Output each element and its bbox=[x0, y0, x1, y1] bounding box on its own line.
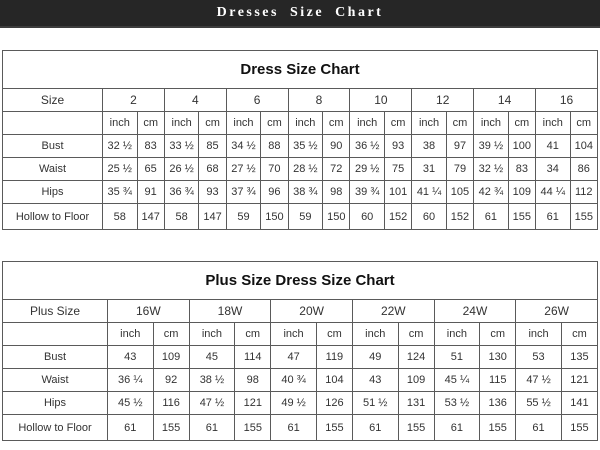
inch-value-cell: 36 ½ bbox=[350, 135, 385, 158]
cm-value-cell: 104 bbox=[570, 135, 597, 158]
measurement-label: Hips bbox=[3, 392, 108, 415]
measurement-row bbox=[3, 158, 598, 181]
cm-value-cell: 124 bbox=[398, 346, 434, 369]
cm-value-cell: 98 bbox=[323, 181, 350, 204]
cm-value-cell: 112 bbox=[570, 181, 597, 204]
inch-value-cell: 33 ½ bbox=[164, 135, 199, 158]
size-header-cell: 12 bbox=[412, 89, 474, 112]
cm-value-cell: 90 bbox=[323, 135, 350, 158]
cm-value-cell: 68 bbox=[199, 158, 226, 181]
inch-unit-header: inch bbox=[103, 112, 138, 135]
inch-value-cell: 47 bbox=[271, 346, 317, 369]
size-header-cell: 18W bbox=[189, 300, 271, 323]
cm-value-cell: 70 bbox=[261, 158, 288, 181]
cm-value-cell: 152 bbox=[384, 204, 411, 230]
measurement-row bbox=[3, 181, 598, 204]
size-header-cell: 26W bbox=[516, 300, 598, 323]
inch-value-cell: 53 ½ bbox=[434, 392, 480, 415]
cm-value-cell: 130 bbox=[480, 346, 516, 369]
cm-value-cell: 83 bbox=[508, 158, 535, 181]
inch-unit-header: inch bbox=[536, 112, 571, 135]
inch-unit-header: inch bbox=[189, 323, 235, 346]
measurement-label: Hollow to Floor bbox=[3, 415, 108, 441]
cm-value-cell: 155 bbox=[235, 415, 271, 441]
inch-unit-header: inch bbox=[288, 112, 323, 135]
inch-value-cell: 49 bbox=[352, 346, 398, 369]
inch-unit-header: inch bbox=[226, 112, 261, 135]
plus-size-chart-section bbox=[0, 230, 600, 441]
inch-value-cell: 38 bbox=[412, 135, 447, 158]
cm-value-cell: 119 bbox=[316, 346, 352, 369]
inch-value-cell: 32 ½ bbox=[474, 158, 509, 181]
cm-value-cell: 136 bbox=[480, 392, 516, 415]
cm-unit-header: cm bbox=[153, 323, 189, 346]
cm-value-cell: 93 bbox=[199, 181, 226, 204]
inch-value-cell: 25 ½ bbox=[103, 158, 138, 181]
cm-unit-header: cm bbox=[323, 112, 350, 135]
cm-value-cell: 155 bbox=[570, 204, 597, 230]
inch-unit-header: inch bbox=[352, 323, 398, 346]
cm-unit-header: cm bbox=[137, 112, 164, 135]
inch-value-cell: 26 ½ bbox=[164, 158, 199, 181]
cm-value-cell: 135 bbox=[561, 346, 597, 369]
inch-value-cell: 34 ½ bbox=[226, 135, 261, 158]
cm-value-cell: 75 bbox=[384, 158, 411, 181]
inch-value-cell: 59 bbox=[226, 204, 261, 230]
inch-unit-header: inch bbox=[516, 323, 562, 346]
measurement-label: Waist bbox=[3, 369, 108, 392]
inch-value-cell: 44 ¼ bbox=[536, 181, 571, 204]
inch-value-cell: 51 bbox=[434, 346, 480, 369]
size-corner-label: Plus Size bbox=[3, 300, 108, 323]
cm-value-cell: 96 bbox=[261, 181, 288, 204]
unit-corner-cell bbox=[3, 112, 103, 135]
cm-value-cell: 155 bbox=[561, 415, 597, 441]
cm-value-cell: 93 bbox=[384, 135, 411, 158]
cm-unit-header: cm bbox=[508, 112, 535, 135]
cm-unit-header: cm bbox=[570, 112, 597, 135]
size-header-cell: 2 bbox=[103, 89, 165, 112]
cm-value-cell: 88 bbox=[261, 135, 288, 158]
unit-corner-cell bbox=[3, 323, 108, 346]
cm-value-cell: 104 bbox=[316, 369, 352, 392]
inch-value-cell: 35 ½ bbox=[288, 135, 323, 158]
inch-value-cell: 58 bbox=[164, 204, 199, 230]
page-header-bar bbox=[0, 0, 600, 28]
measurement-row bbox=[3, 415, 598, 441]
inch-value-cell: 45 ¼ bbox=[434, 369, 480, 392]
cm-value-cell: 131 bbox=[398, 392, 434, 415]
cm-value-cell: 155 bbox=[316, 415, 352, 441]
inch-value-cell: 36 ¼ bbox=[108, 369, 154, 392]
measurement-row bbox=[3, 346, 598, 369]
cm-value-cell: 109 bbox=[508, 181, 535, 204]
size-header-cell: 6 bbox=[226, 89, 288, 112]
inch-value-cell: 27 ½ bbox=[226, 158, 261, 181]
inch-value-cell: 51 ½ bbox=[352, 392, 398, 415]
size-header-cell: 8 bbox=[288, 89, 350, 112]
inch-unit-header: inch bbox=[271, 323, 317, 346]
cm-value-cell: 79 bbox=[446, 158, 473, 181]
plus-size-dress-size-chart-table bbox=[2, 261, 598, 441]
measurement-row bbox=[3, 369, 598, 392]
cm-value-cell: 109 bbox=[398, 369, 434, 392]
inch-value-cell: 45 bbox=[189, 346, 235, 369]
size-header-cell: 24W bbox=[434, 300, 516, 323]
inch-value-cell: 32 ½ bbox=[103, 135, 138, 158]
inch-value-cell: 28 ½ bbox=[288, 158, 323, 181]
inch-value-cell: 60 bbox=[412, 204, 447, 230]
inch-value-cell: 31 bbox=[412, 158, 447, 181]
inch-value-cell: 61 bbox=[516, 415, 562, 441]
cm-value-cell: 152 bbox=[446, 204, 473, 230]
cm-value-cell: 86 bbox=[570, 158, 597, 181]
cm-value-cell: 116 bbox=[153, 392, 189, 415]
inch-value-cell: 38 ½ bbox=[189, 369, 235, 392]
measurement-label: Waist bbox=[3, 158, 103, 181]
cm-unit-header: cm bbox=[398, 323, 434, 346]
size-header-cell: 22W bbox=[352, 300, 434, 323]
inch-unit-header: inch bbox=[164, 112, 199, 135]
inch-value-cell: 61 bbox=[536, 204, 571, 230]
inch-value-cell: 37 ¾ bbox=[226, 181, 261, 204]
cm-unit-header: cm bbox=[235, 323, 271, 346]
cm-value-cell: 65 bbox=[137, 158, 164, 181]
inch-unit-header: inch bbox=[434, 323, 480, 346]
cm-value-cell: 155 bbox=[480, 415, 516, 441]
cm-value-cell: 121 bbox=[561, 369, 597, 392]
standard-size-chart-section bbox=[0, 28, 600, 230]
measurement-row bbox=[3, 135, 598, 158]
size-corner-label: Size bbox=[3, 89, 103, 112]
size-header-cell: 16 bbox=[536, 89, 598, 112]
inch-value-cell: 39 ½ bbox=[474, 135, 509, 158]
inch-value-cell: 43 bbox=[108, 346, 154, 369]
inch-value-cell: 29 ½ bbox=[350, 158, 385, 181]
cm-value-cell: 92 bbox=[153, 369, 189, 392]
inch-value-cell: 42 ¾ bbox=[474, 181, 509, 204]
inch-value-cell: 59 bbox=[288, 204, 323, 230]
cm-value-cell: 98 bbox=[235, 369, 271, 392]
inch-value-cell: 58 bbox=[103, 204, 138, 230]
cm-value-cell: 72 bbox=[323, 158, 350, 181]
inch-value-cell: 61 bbox=[108, 415, 154, 441]
cm-unit-header: cm bbox=[446, 112, 473, 135]
inch-value-cell: 40 ¾ bbox=[271, 369, 317, 392]
cm-value-cell: 85 bbox=[199, 135, 226, 158]
cm-unit-header: cm bbox=[480, 323, 516, 346]
inch-value-cell: 45 ½ bbox=[108, 392, 154, 415]
inch-value-cell: 47 ½ bbox=[189, 392, 235, 415]
cm-unit-header: cm bbox=[316, 323, 352, 346]
cm-value-cell: 101 bbox=[384, 181, 411, 204]
cm-value-cell: 100 bbox=[508, 135, 535, 158]
cm-unit-header: cm bbox=[384, 112, 411, 135]
measurement-label: Hips bbox=[3, 181, 103, 204]
cm-value-cell: 105 bbox=[446, 181, 473, 204]
cm-unit-header: cm bbox=[261, 112, 288, 135]
dress-size-chart-table bbox=[2, 50, 598, 230]
size-header-cell: 14 bbox=[474, 89, 536, 112]
cm-value-cell: 126 bbox=[316, 392, 352, 415]
inch-value-cell: 47 ½ bbox=[516, 369, 562, 392]
cm-value-cell: 109 bbox=[153, 346, 189, 369]
inch-unit-header: inch bbox=[412, 112, 447, 135]
cm-value-cell: 150 bbox=[323, 204, 350, 230]
size-header-cell: 20W bbox=[271, 300, 353, 323]
cm-value-cell: 91 bbox=[137, 181, 164, 204]
inch-value-cell: 61 bbox=[434, 415, 480, 441]
cm-value-cell: 83 bbox=[137, 135, 164, 158]
inch-unit-header: inch bbox=[474, 112, 509, 135]
size-header-cell: 10 bbox=[350, 89, 412, 112]
inch-value-cell: 49 ½ bbox=[271, 392, 317, 415]
cm-value-cell: 147 bbox=[199, 204, 226, 230]
inch-value-cell: 35 ¾ bbox=[103, 181, 138, 204]
inch-value-cell: 53 bbox=[516, 346, 562, 369]
inch-value-cell: 41 ¼ bbox=[412, 181, 447, 204]
inch-value-cell: 61 bbox=[474, 204, 509, 230]
inch-value-cell: 38 ¾ bbox=[288, 181, 323, 204]
size-header-cell: 16W bbox=[108, 300, 190, 323]
cm-value-cell: 121 bbox=[235, 392, 271, 415]
inch-value-cell: 55 ½ bbox=[516, 392, 562, 415]
table-title: Plus Size Dress Size Chart bbox=[3, 262, 598, 300]
cm-value-cell: 115 bbox=[480, 369, 516, 392]
measurement-label: Bust bbox=[3, 346, 108, 369]
measurement-row bbox=[3, 392, 598, 415]
cm-value-cell: 155 bbox=[398, 415, 434, 441]
page-title: Dresses Size Chart bbox=[216, 5, 384, 20]
inch-value-cell: 41 bbox=[536, 135, 571, 158]
inch-value-cell: 61 bbox=[271, 415, 317, 441]
inch-value-cell: 60 bbox=[350, 204, 385, 230]
cm-value-cell: 155 bbox=[508, 204, 535, 230]
cm-value-cell: 150 bbox=[261, 204, 288, 230]
inch-value-cell: 43 bbox=[352, 369, 398, 392]
cm-unit-header: cm bbox=[561, 323, 597, 346]
measurement-label: Bust bbox=[3, 135, 103, 158]
inch-value-cell: 61 bbox=[352, 415, 398, 441]
size-header-cell: 4 bbox=[164, 89, 226, 112]
inch-value-cell: 61 bbox=[189, 415, 235, 441]
cm-value-cell: 141 bbox=[561, 392, 597, 415]
inch-value-cell: 39 ¾ bbox=[350, 181, 385, 204]
inch-unit-header: inch bbox=[108, 323, 154, 346]
measurement-label: Hollow to Floor bbox=[3, 204, 103, 230]
cm-unit-header: cm bbox=[199, 112, 226, 135]
inch-value-cell: 36 ¾ bbox=[164, 181, 199, 204]
inch-unit-header: inch bbox=[350, 112, 385, 135]
measurement-row bbox=[3, 204, 598, 230]
cm-value-cell: 114 bbox=[235, 346, 271, 369]
table-title: Dress Size Chart bbox=[3, 51, 598, 89]
cm-value-cell: 147 bbox=[137, 204, 164, 230]
cm-value-cell: 155 bbox=[153, 415, 189, 441]
cm-value-cell: 97 bbox=[446, 135, 473, 158]
inch-value-cell: 34 bbox=[536, 158, 571, 181]
